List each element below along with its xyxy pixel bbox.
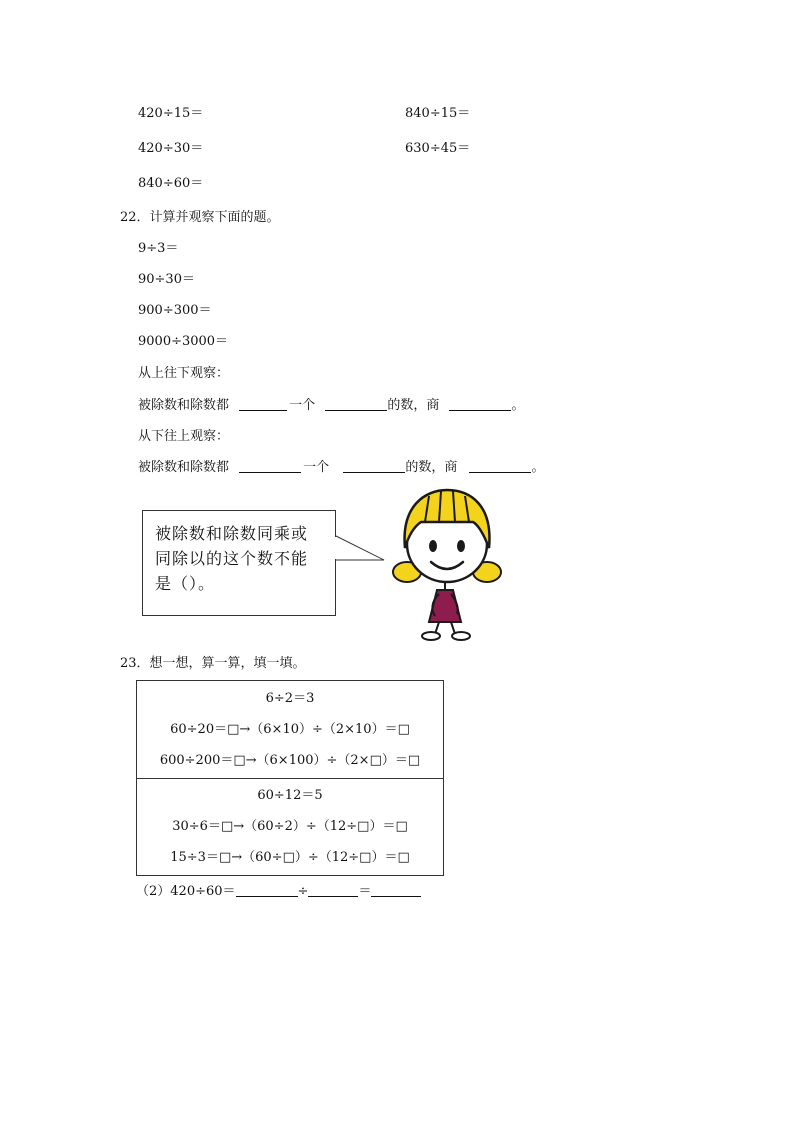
q23-table (136, 680, 444, 876)
line-text: 。 (531, 460, 545, 475)
cartoon-girl-illustration (385, 482, 505, 642)
q22-problem-1: 9÷3＝ (138, 241, 179, 256)
q22-problem-4: 9000÷3000＝ (138, 334, 229, 349)
part2-divide: ÷ (297, 884, 309, 899)
box2-row-3: 15÷3＝□→（60÷□）÷（12÷□）＝□ (170, 850, 410, 865)
observe-up-line (138, 460, 544, 476)
answer-blank[interactable] (371, 884, 421, 897)
box2-row-2: 30÷6＝□→（60÷2）÷（12÷□）＝□ (172, 819, 408, 834)
observe-up-label: 从下往上观察： (138, 429, 230, 444)
box1-row-1: 6÷2＝3 (265, 691, 315, 706)
q22-problem-3: 900÷300＝ (138, 303, 212, 318)
answer-blank[interactable] (343, 460, 405, 473)
answer-blank[interactable] (308, 884, 358, 897)
q22-problem-2: 90÷30＝ (138, 272, 195, 287)
box1-row-3: 600÷200＝□→（6×100）÷（2×□）＝□ (159, 753, 421, 768)
q23-title: 23．想一想，算一算，填一填。 (120, 656, 306, 671)
observe-down-line (138, 398, 524, 414)
problem-420-15: 420÷15＝ (138, 106, 204, 121)
answer-blank[interactable] (239, 460, 301, 473)
box2-row-1: 60÷12＝5 (257, 788, 323, 803)
problem-840-15: 840÷15＝ (405, 106, 471, 121)
speech-bubble: 被除数和除数同乘或同除以的这个数不能是（）。 (142, 510, 336, 616)
line-text: 被除数和除数都 (138, 460, 230, 475)
q23-part2 (136, 884, 421, 900)
q22-title: 22．计算并观察下面的题。 (120, 210, 280, 225)
table-divider (137, 778, 443, 779)
part2-prefix: （2）420÷60＝ (136, 884, 236, 899)
observe-down-label: 从上往下观察： (138, 366, 230, 381)
answer-blank[interactable] (239, 398, 287, 411)
line-text: 的数，商 (387, 398, 440, 413)
box1-row-2: 60÷20＝□→（6×10）÷（2×10）＝□ (170, 722, 410, 737)
line-text: 。 (511, 398, 525, 413)
answer-blank[interactable] (325, 398, 387, 411)
answer-blank[interactable] (236, 884, 298, 897)
line-text: 一个 (289, 398, 316, 413)
problem-630-45: 630÷45＝ (405, 141, 471, 156)
problem-420-30: 420÷30＝ (138, 141, 204, 156)
part2-equals: ＝ (358, 884, 372, 899)
answer-blank[interactable] (469, 460, 531, 473)
problem-840-60: 840÷60＝ (138, 176, 204, 191)
speech-bubble-tail (334, 530, 388, 570)
line-text: 一个 (303, 460, 330, 475)
answer-blank[interactable] (449, 398, 511, 411)
line-text: 的数，商 (405, 460, 458, 475)
line-text: 被除数和除数都 (138, 398, 230, 413)
